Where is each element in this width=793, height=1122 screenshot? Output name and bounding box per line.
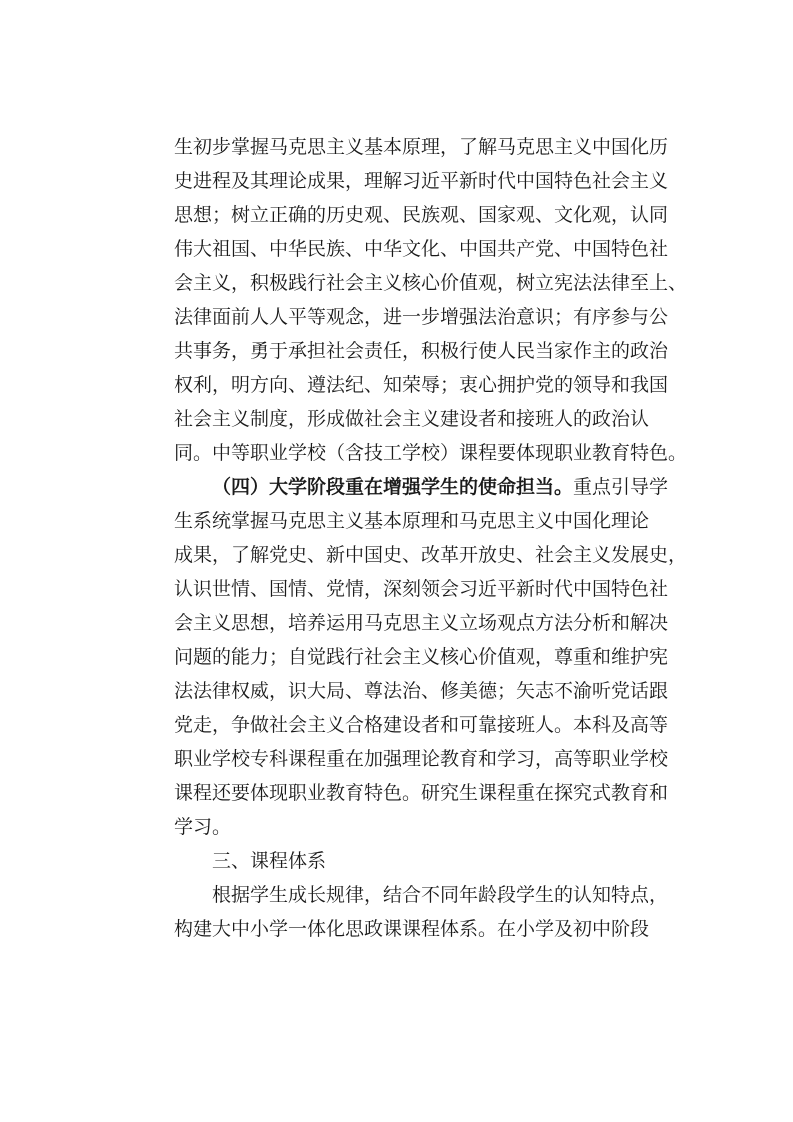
paragraph-first-line bbox=[174, 470, 669, 504]
text-line: 共事务，勇于承担社会责任，积极行使人民当家作主的政治 bbox=[174, 340, 669, 362]
text-line: 法法律权威，识大局、尊法治、修美德；矢志不渝听党话跟 bbox=[174, 680, 669, 702]
text-line: 问题的能力；自觉践行社会主义核心价值观，尊重和维护宪 bbox=[174, 646, 669, 668]
text-line: 生初步掌握马克思主义基本原理，了解马克思主义中国化历 bbox=[174, 136, 669, 158]
section-heading: 三、课程体系 bbox=[212, 850, 327, 872]
text-line: 构建大中小学一体化思政课课程体系。在小学及初中阶段 bbox=[174, 918, 650, 940]
text-line: 会主义思想，培养运用马克思主义立场观点方法分析和解决 bbox=[174, 612, 669, 634]
text-line: 生系统掌握马克思主义基本原理和马克思主义中国化理论 bbox=[174, 510, 650, 532]
text-line: 成果，了解党史、新中国史、改革开放史、社会主义发展史， bbox=[174, 544, 688, 566]
text-line: 史进程及其理论成果，理解习近平新时代中国特色社会主义 bbox=[174, 170, 669, 192]
bold-lead-sentence: （四）大学阶段重在增强学生的使命担当。 bbox=[212, 476, 574, 498]
text-span: 重点引导学 bbox=[573, 476, 669, 498]
text-line: 认识世情、国情、党情，深刻领会习近平新时代中国特色社 bbox=[174, 578, 669, 600]
text-line: 课程还要体现职业教育特色。研究生课程重在探究式教育和 bbox=[174, 782, 669, 804]
text-line: 同。中等职业学校（含技工学校）课程要体现职业教育特色。 bbox=[174, 442, 688, 464]
text-line: 伟大祖国、中华民族、中华文化、中国共产党、中国特色社 bbox=[174, 238, 669, 260]
text-line: 社会主义制度，形成做社会主义建设者和接班人的政治认 bbox=[174, 408, 650, 430]
text-line: 法律面前人人平等观念，进一步增强法治意识；有序参与公 bbox=[174, 306, 669, 328]
paragraph-first-line: 根据学生成长规律，结合不同年龄段学生的认知特点， bbox=[212, 884, 669, 906]
text-line: 党走，争做社会主义合格建设者和可靠接班人。本科及高等 bbox=[174, 714, 669, 736]
text-line: 思想；树立正确的历史观、民族观、国家观、文化观，认同 bbox=[174, 204, 669, 226]
text-line: 学习。 bbox=[174, 816, 232, 838]
document-body bbox=[174, 130, 688, 946]
text-line: 职业学校专科课程重在加强理论教育和学习，高等职业学校 bbox=[174, 748, 669, 770]
text-line: 会主义，积极践行社会主义核心价值观，树立宪法法律至上、 bbox=[174, 272, 688, 294]
text-line: 权利，明方向、遵法纪、知荣辱；衷心拥护党的领导和我国 bbox=[174, 374, 669, 396]
